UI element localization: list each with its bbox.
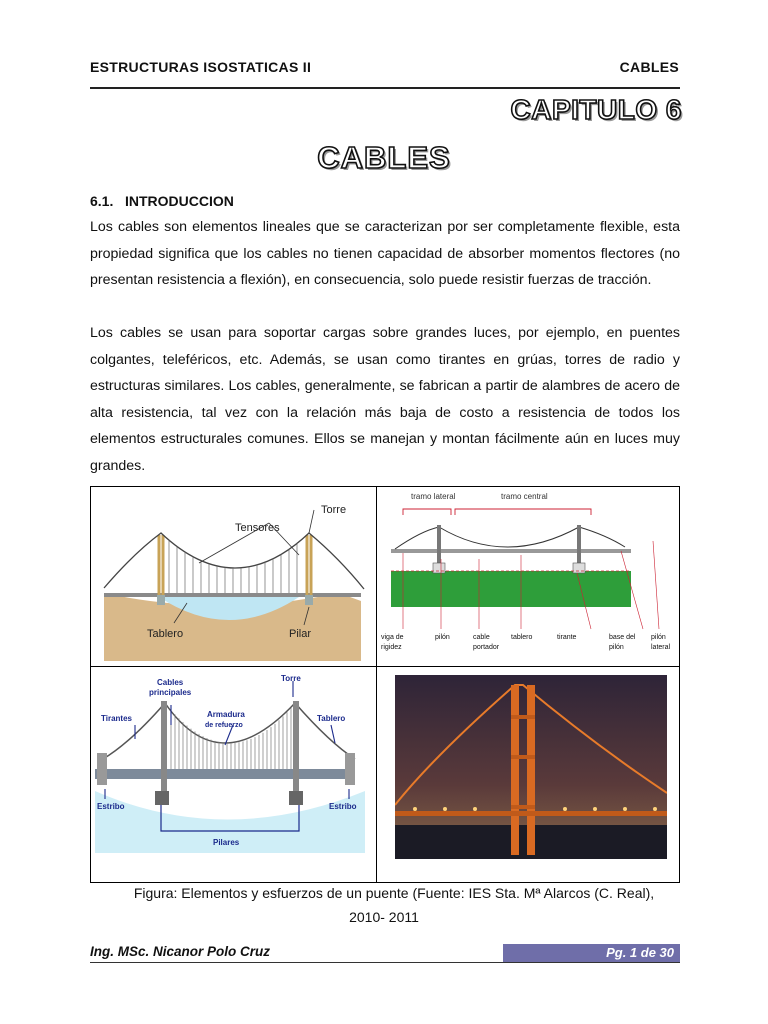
annotated-bridge-diagram (95, 673, 373, 853)
label-tramo-central: tramo central (501, 492, 548, 501)
label-torre-2: Torre (281, 674, 301, 683)
figure-horizontal-divider-right (376, 666, 680, 667)
figure-caption-line-1: Figura: Elementos y esfuerzos de un puente (Fuente: IES Sta. Mª Alarcos (C. Real), (133, 885, 655, 901)
label-pilon-lateral-2: lateral (651, 644, 671, 651)
footer-divider (90, 962, 680, 963)
figure-vertical-divider (376, 487, 377, 882)
section-number: 6.1. (90, 193, 114, 209)
header-divider (90, 87, 680, 89)
figure-caption-line-2: 2010- 2011 (349, 909, 419, 925)
label-cable-2: portador (473, 644, 500, 651)
chapter-heading: CAPITULO 6 (510, 94, 682, 125)
label-torre: Torre (321, 504, 347, 516)
suspension-bridge-diagram (99, 493, 371, 661)
label-viga-1: viga de (381, 634, 404, 641)
label-estribo-left: Estribo (97, 802, 125, 811)
footer-author: Ing. MSc. Nicanor Polo Cruz (90, 944, 271, 959)
label-tablero: Tablero (147, 628, 184, 640)
figure-horizontal-divider-left (91, 666, 376, 667)
label-tirantes: Tirantes (101, 714, 132, 723)
label-estribo-right: Estribo (329, 802, 357, 811)
bridge-figure (90, 486, 680, 883)
section-heading (90, 193, 234, 209)
label-armadura-2: de refuerzo (205, 722, 243, 729)
header-left-title: ESTRUCTURAS ISOSTATICAS II (90, 59, 312, 75)
label-cables-2: principales (149, 688, 192, 697)
label-tramo-lateral: tramo lateral (411, 492, 456, 501)
footer-page-number: Pg. 1 de 30 (503, 944, 680, 962)
bridge-night-photo (395, 675, 667, 859)
paragraph-2: Los cables se usan para soportar cargas sobre grandes luces, por ejemplo, en puentes colgantes, teleféricos, etc. Además, se usan como tirantes en grúas, torres de radio y estructuras similares. Los cables, generalmente, se fabrican a partir de alambres de acero de alta resistencia, tal vez con la relación más baja de costo a resistencia de todos los elementos estructurales comunes. Ellos se manejan y montan fácilmente aún en luces muy grandes. (90, 325, 680, 474)
bridge-section-diagram (381, 489, 677, 663)
label-armadura-1: Armadura (207, 710, 245, 719)
label-tensores: Tensores (235, 522, 280, 534)
label-pilares: Pilares (213, 838, 240, 847)
label-tablero-2: tablero (511, 634, 533, 641)
label-cables-1: Cables (157, 678, 184, 687)
page-title: CABLES (317, 140, 451, 175)
header-right-title: CABLES (619, 59, 679, 75)
label-tablero-3: Tablero (317, 714, 346, 723)
label-base-1: base del (609, 634, 636, 641)
label-cable-1: cable (473, 634, 490, 641)
paragraph-1: Los cables son elementos lineales que se caracterizan por ser completamente flexible, esta propiedad significa que los cables no tienen capacidad de absorber momentos flectores (no presentan resistencia a flexión), en consecuencia, solo puede resistir fuerzas de tracción. (90, 219, 680, 289)
label-tirante: tirante (557, 634, 577, 641)
label-pilar: Pilar (289, 628, 312, 640)
label-pilon: pilón (435, 634, 450, 641)
label-base-2: pilón (609, 644, 624, 651)
label-pilon-lateral-1: pilón (651, 634, 666, 641)
section-title: INTRODUCCION (125, 193, 234, 209)
label-viga-2: rigidez (381, 644, 402, 651)
